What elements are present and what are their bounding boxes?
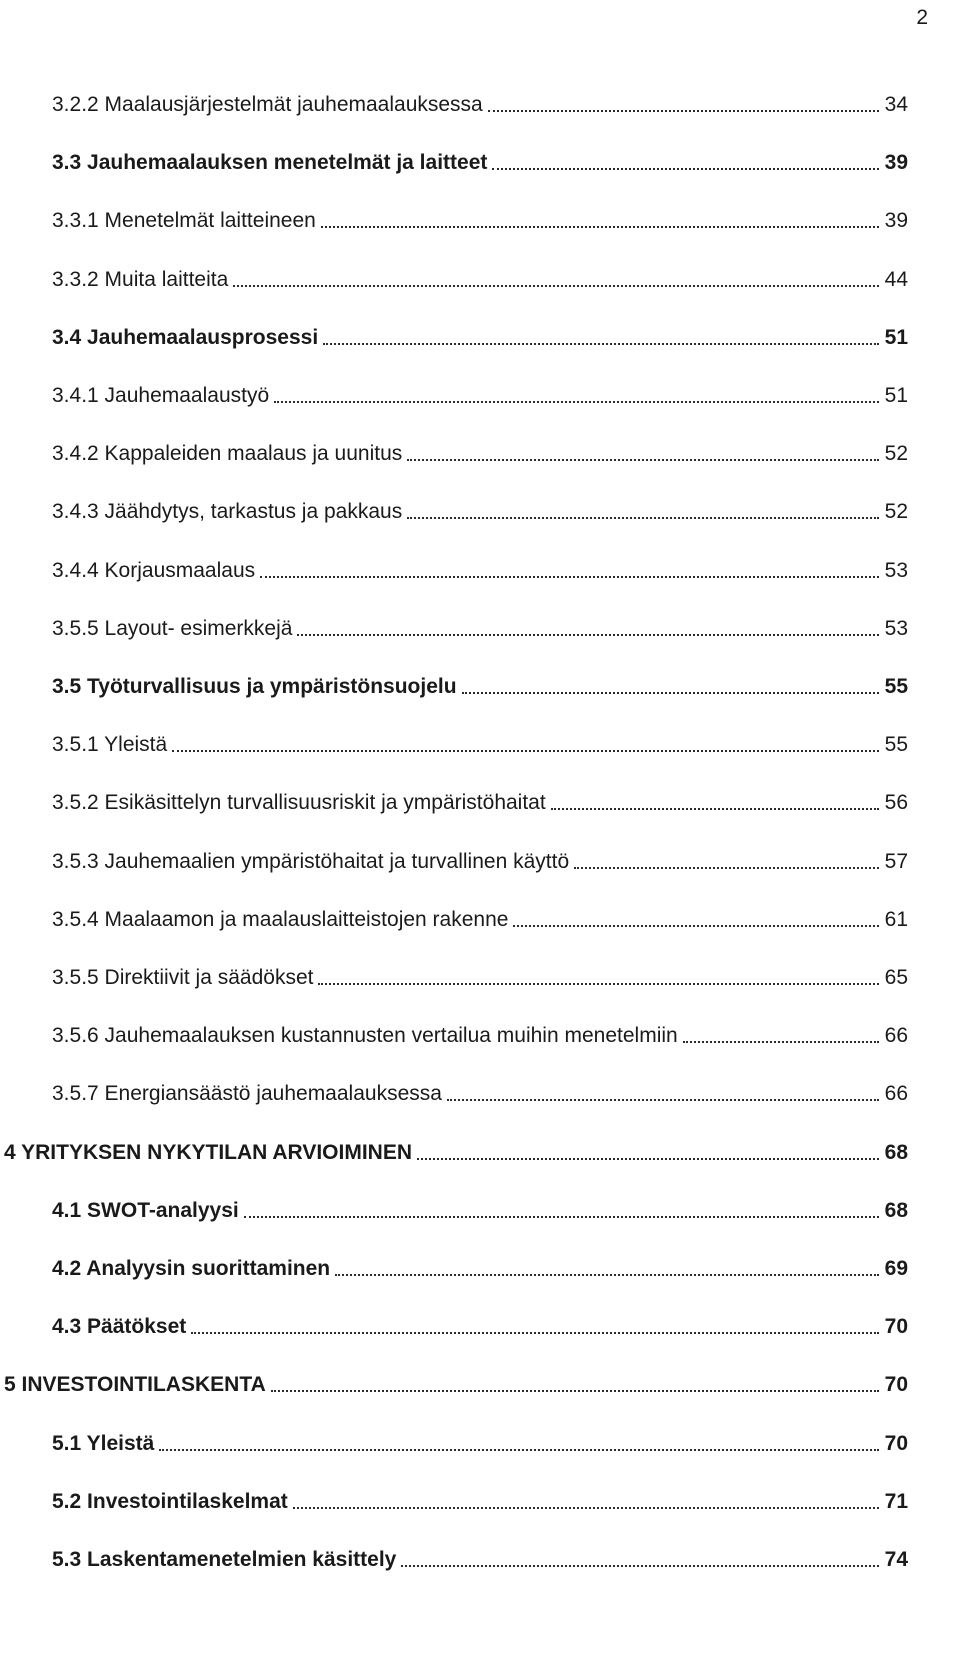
toc-entry[interactable] [0,1306,908,1340]
dot-leader [335,1274,879,1276]
toc-entry-page: 65 [884,966,908,989]
dot-leader [244,1216,879,1218]
dot-leader [233,285,879,287]
toc-entry-page: 61 [884,908,908,931]
dot-leader [447,1099,879,1101]
toc-entry[interactable] [0,1364,908,1398]
toc-entry[interactable] [0,491,908,525]
toc-entry-page: 55 [884,733,908,756]
page-number: 2 [916,6,928,29]
dot-leader [683,1041,879,1043]
toc-entry-page: 53 [884,559,908,582]
toc-entry[interactable] [0,899,908,933]
toc-entry-page: 70 [884,1432,908,1455]
toc-entry-page: 52 [884,442,908,465]
dot-leader [401,1565,879,1567]
toc-entry-page: 34 [884,93,908,116]
toc-entry-title: 5.2 Investointilaskelmat [52,1490,288,1513]
dot-leader [407,517,879,519]
toc-entry-title: 3.5.5 Direktiivit ja säädökset [52,966,314,989]
dot-leader [159,1449,879,1451]
toc-entry-title: 4.2 Analyysin suorittaminen [52,1257,331,1280]
toc-entry-page: 66 [884,1082,908,1105]
toc-entry-page: 55 [884,675,908,698]
dot-leader [271,1390,879,1392]
toc-entry[interactable] [0,142,908,176]
dot-leader [574,867,879,869]
toc-entry-page: 39 [884,209,908,232]
toc-entry-page: 66 [884,1024,908,1047]
toc-entry-title: 3.2.2 Maalausjärjestelmät jauhemaalauksessa [52,93,483,116]
dot-leader [297,634,879,636]
toc-entry-title: 3.5.7 Energiansäästö jauhemaalauksessa [52,1082,442,1105]
dot-leader [492,168,879,170]
dot-leader [191,1332,879,1334]
toc-entry[interactable] [0,1015,908,1049]
toc-entry[interactable] [0,841,908,875]
dot-leader [323,343,879,345]
toc-entry-title: 5 INVESTOINTILASKENTA [4,1373,266,1396]
toc-entry[interactable] [0,84,908,118]
toc-entry-page: 53 [884,617,908,640]
dot-leader [172,750,879,752]
toc-entry-title: 3.3.1 Menetelmät laitteineen [52,209,316,232]
toc-entry-page: 44 [884,268,908,291]
toc-entry[interactable] [0,1190,908,1224]
toc-entry-title: 5.1 Yleistä [52,1432,155,1455]
dot-leader [293,1507,879,1509]
toc-entry-title: 3.4.2 Kappaleiden maalaus ja uunitus [52,442,403,465]
toc-entry[interactable] [0,317,908,351]
toc-entry-page: 39 [884,151,908,174]
toc-entry-page: 74 [884,1548,908,1571]
toc-entry-title: 3.5.5 Layout- esimerkkejä [52,617,293,640]
toc-entry-title: 4.1 SWOT-analyysi [52,1199,239,1222]
toc-entry-title: 3.4.4 Korjausmaalaus [52,559,256,582]
toc-entry-title: 3.4.1 Jauhemaalaustyö [52,384,270,407]
toc-entry-title: 3.3 Jauhemaalauksen menetelmät ja laitteet [52,151,488,174]
toc-entry-page: 51 [884,384,908,407]
toc-entry[interactable] [0,1539,908,1573]
toc-entry-title: 3.5.6 Jauhemaalauksen kustannusten vertailua muihin menetelmiin [52,1024,678,1047]
toc-entry-title: 3.5 Työturvallisuus ja ympäristönsuojelu [52,675,457,698]
toc-entry-page: 57 [884,850,908,873]
toc-entry-page: 68 [884,1199,908,1222]
toc-entry-page: 70 [884,1373,908,1396]
dot-leader [513,925,879,927]
toc-entry[interactable] [0,608,908,642]
toc-entry[interactable] [0,550,908,584]
toc-entry-title: 3.5.2 Esikäsittelyn turvallisuusriskit ja ympäristöhaitat [52,791,546,814]
toc-entry-page: 56 [884,791,908,814]
dot-leader [321,226,879,228]
toc-entry[interactable] [0,259,908,293]
toc-entry[interactable] [0,1132,908,1166]
toc-entry-title: 3.3.2 Muita laitteita [52,268,229,291]
toc-entry-page: 68 [884,1141,908,1164]
toc-entry[interactable] [0,1423,908,1457]
toc-entry[interactable] [0,957,908,991]
dot-leader [551,808,879,810]
toc-entry-title: 4.3 Päätökset [52,1315,187,1338]
toc-entry-title: 4 YRITYKSEN NYKYTILAN ARVIOIMINEN [4,1141,413,1164]
toc-entry[interactable] [0,375,908,409]
dot-leader [274,401,879,403]
toc-entry[interactable] [0,1073,908,1107]
toc-entry-page: 51 [884,326,908,349]
toc-entry-title: 5.3 Laskentamenetelmien käsittely [52,1548,397,1571]
toc-entry-page: 52 [884,500,908,523]
toc-entry[interactable] [0,724,908,758]
toc-entry-title: 3.4.3 Jäähdytys, tarkastus ja pakkaus [52,500,403,523]
toc-entry[interactable] [0,1481,908,1515]
dot-leader [407,459,879,461]
toc-entry-title: 3.4 Jauhemaalausprosessi [52,326,319,349]
toc-entry-page: 71 [884,1490,908,1513]
toc-entry[interactable] [0,433,908,467]
toc-entry[interactable] [0,782,908,816]
toc-entry-title: 3.5.1 Yleistä [52,733,168,756]
dot-leader [318,983,879,985]
toc-entry-page: 70 [884,1315,908,1338]
toc-entry[interactable] [0,1248,908,1282]
toc-entry[interactable] [0,200,908,234]
dot-leader [462,692,879,694]
toc-entry-page: 69 [884,1257,908,1280]
dot-leader [260,576,879,578]
toc-entry[interactable] [0,666,908,700]
toc-entry-title: 3.5.3 Jauhemaalien ympäristöhaitat ja turvallinen käyttö [52,850,570,873]
toc-entry-title: 3.5.4 Maalaamon ja maalauslaitteistojen rakenne [52,908,509,931]
dot-leader [417,1158,879,1160]
dot-leader [488,110,879,112]
